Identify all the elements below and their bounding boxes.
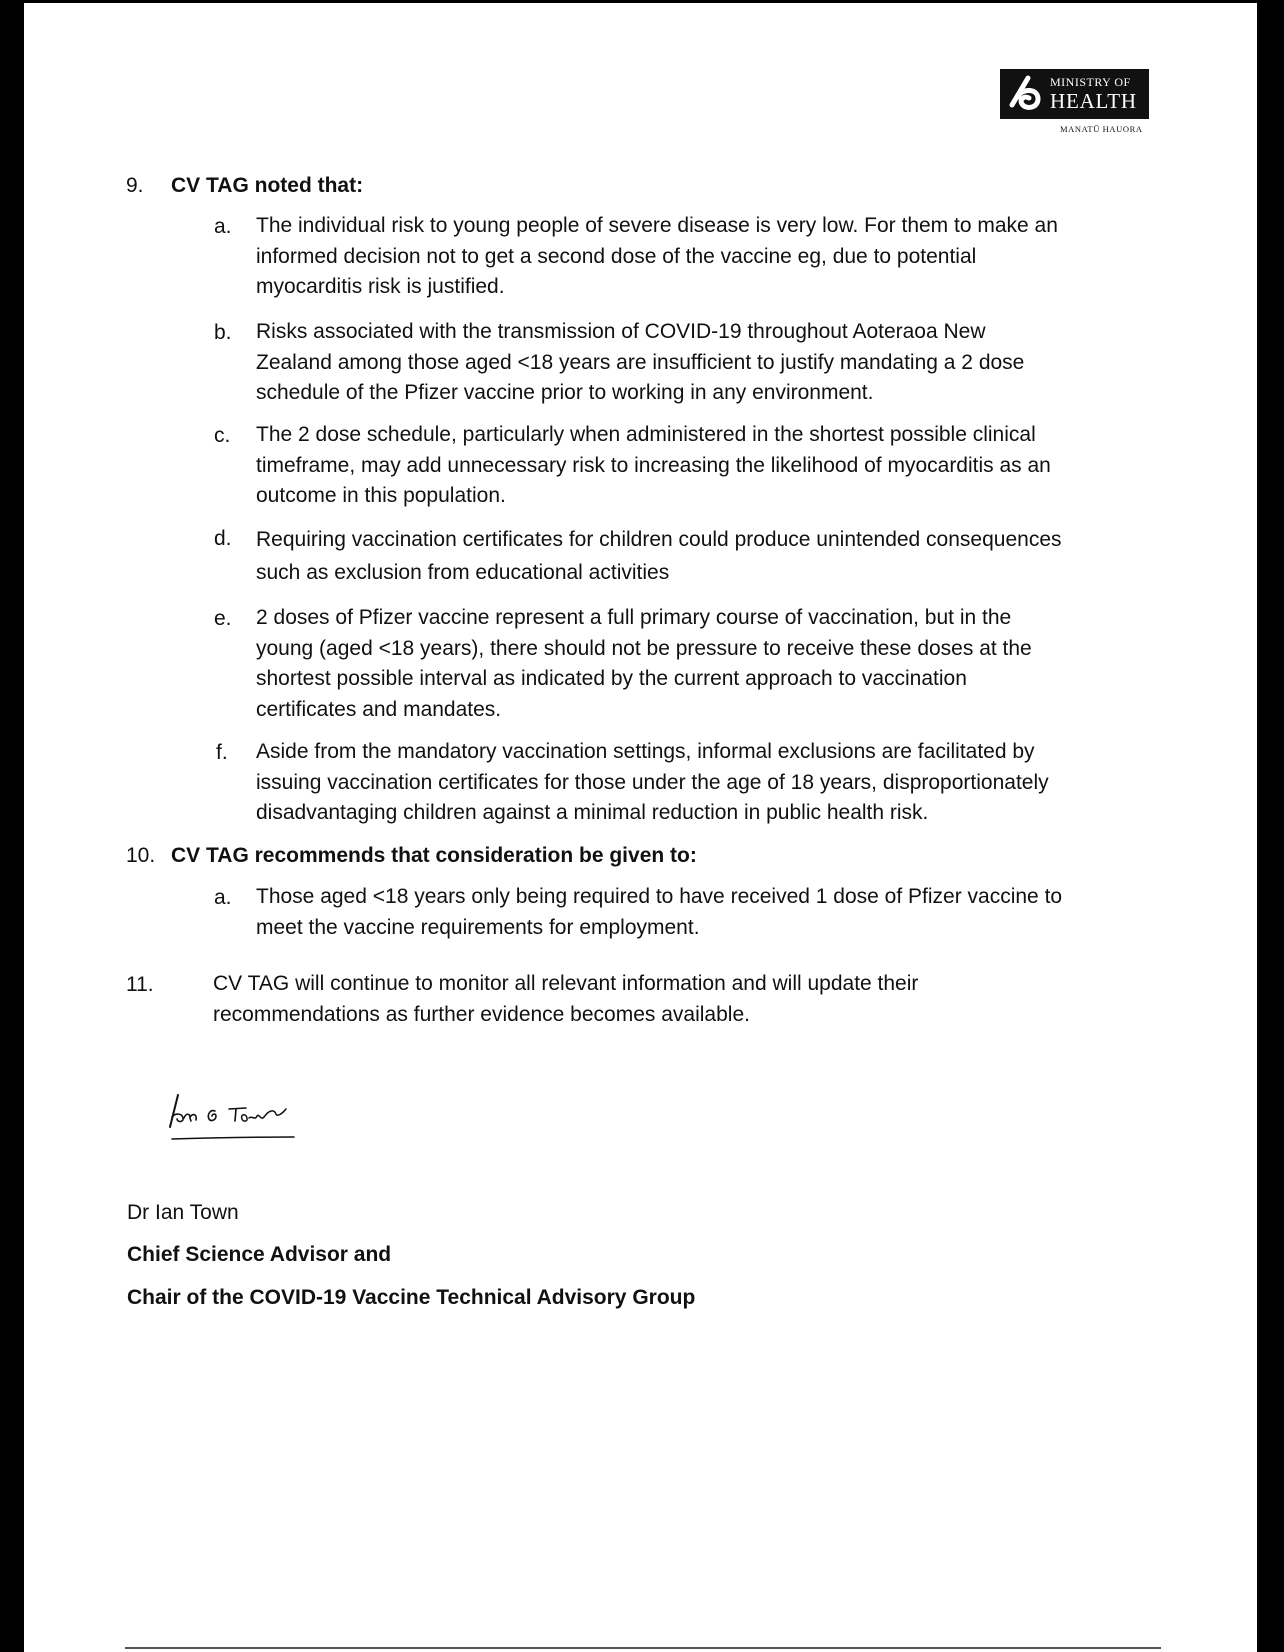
section-9-heading: CV TAG noted that: bbox=[171, 174, 364, 197]
item-9f-line: issuing vaccination certificates for those under the age of 18 years, disproportionately bbox=[256, 770, 1049, 794]
item-9a-text bbox=[256, 211, 1058, 303]
item-9a-line: The individual risk to young people of severe disease is very low. For them to make an bbox=[256, 214, 1058, 237]
logo-subtitle: MANATŪ HAUORA bbox=[1060, 124, 1143, 134]
section-10-number: 10. bbox=[126, 844, 156, 867]
logo-text-line2: HEALTH bbox=[1050, 89, 1137, 113]
item-9a-line: myocarditis risk is justified. bbox=[256, 275, 505, 298]
item-9c-text bbox=[256, 420, 1051, 512]
section-11-text bbox=[213, 969, 918, 1030]
item-10a-line: Those aged <18 years only being required to have received 1 dose of Pfizer vaccine to bbox=[256, 885, 1063, 908]
logo-text-line1: MINISTRY OF bbox=[1050, 75, 1131, 89]
item-9e-line: young (aged <18 years), there should not be pressure to receive these doses at the bbox=[256, 636, 1032, 660]
document-page bbox=[24, 3, 1257, 1652]
item-9a-letter: a. bbox=[214, 215, 232, 238]
item-9c-line: outcome in this population. bbox=[256, 484, 506, 507]
signatory-name: Dr Ian Town bbox=[127, 1201, 239, 1224]
item-9d-text bbox=[256, 523, 1062, 589]
item-9d-line: such as exclusion from educational activities bbox=[256, 561, 670, 584]
item-9b-text bbox=[256, 317, 1024, 409]
item-9b-line: schedule of the Pfizer vaccine prior to working in any environment. bbox=[256, 381, 874, 404]
logo-box bbox=[1000, 69, 1149, 119]
item-9f-line: disadvantaging children against a minimal reduction in public health risk. bbox=[256, 801, 929, 824]
item-9c-line: timeframe, may add unnecessary risk to increasing the likelihood of myocarditis as an bbox=[256, 453, 1051, 477]
section-11-line: CV TAG will continue to monitor all relevant information and will update their bbox=[213, 972, 919, 995]
item-9d-line: Requiring vaccination certificates for children could produce unintended consequences bbox=[256, 528, 1062, 551]
ministry-of-health-logo bbox=[1000, 69, 1172, 139]
item-9d-letter: d. bbox=[214, 527, 232, 550]
section-11-number: 11. bbox=[126, 973, 154, 996]
section-9-number: 9. bbox=[126, 174, 144, 197]
item-9e-line: 2 doses of Pfizer vaccine represent a full primary course of vaccination, but in the bbox=[256, 606, 1012, 629]
item-9b-letter: b. bbox=[214, 321, 232, 344]
item-9f-text bbox=[256, 737, 1049, 829]
item-9c-letter: c. bbox=[214, 424, 231, 447]
item-10a-text bbox=[256, 882, 1062, 943]
signatory-title-2: Chair of the COVID-19 Vaccine Technical Advisory Group bbox=[127, 1286, 696, 1309]
item-9e-line: shortest possible interval as indicated by the current approach to vaccination bbox=[256, 667, 967, 690]
item-9b-line: Zealand among those aged <18 years are insufficient to justify mandating a 2 dose bbox=[256, 350, 1025, 374]
item-9a-line: informed decision not to get a second dose of the vaccine eg, due to potential bbox=[256, 244, 977, 268]
item-10a-line: meet the vaccine requirements for employment. bbox=[256, 915, 700, 939]
item-9e-letter: e. bbox=[214, 607, 232, 630]
item-9b-line: Risks associated with the transmission of COVID-19 throughout Aoteraoa New bbox=[256, 320, 986, 343]
item-9f-letter: f. bbox=[216, 741, 228, 764]
item-10a-letter: a. bbox=[214, 886, 232, 909]
item-9f-line: Aside from the mandatory vaccination settings, informal exclusions are facilitated by bbox=[256, 740, 1035, 763]
koru-logo-icon bbox=[1006, 75, 1044, 113]
signatory-title-1: Chief Science Advisor and bbox=[127, 1243, 392, 1266]
footer-divider bbox=[125, 1647, 1161, 1649]
item-9e-line: certificates and mandates. bbox=[256, 697, 502, 721]
section-10-heading: CV TAG recommends that consideration be given to: bbox=[171, 844, 697, 867]
item-9c-line: The 2 dose schedule, particularly when administered in the shortest possible clinical bbox=[256, 423, 1036, 446]
item-9e-text bbox=[256, 603, 1032, 725]
handwritten-signature bbox=[166, 1087, 316, 1147]
section-11-line: recommendations as further evidence becomes available. bbox=[213, 1002, 750, 1026]
